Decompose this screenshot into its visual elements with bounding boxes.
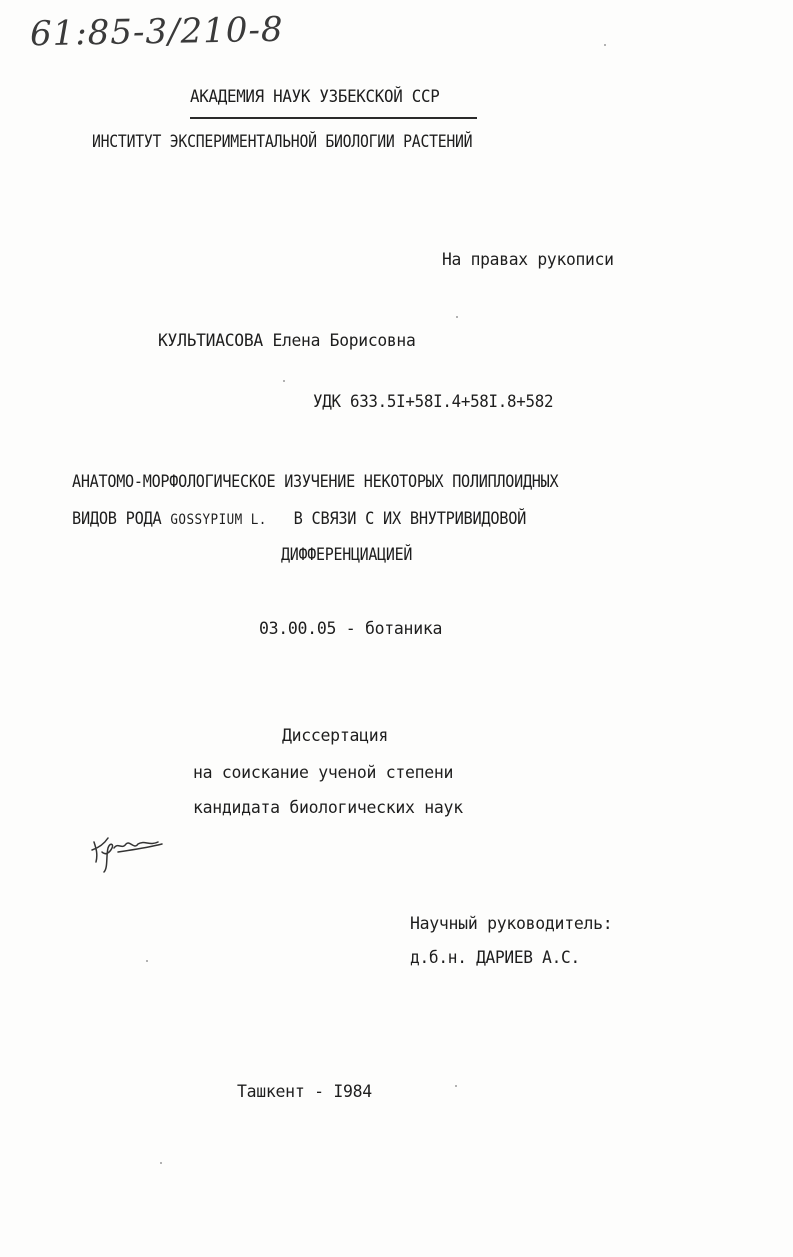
supervisor-name: д.б.н. ДАРИЕВ А.С. <box>410 948 580 968</box>
scan-speck <box>146 960 148 962</box>
signature-scribble <box>88 828 178 874</box>
supervisor-label: Научный руководитель: <box>410 914 613 934</box>
header-underline <box>190 117 477 119</box>
place-and-year: Ташкент - I984 <box>237 1082 372 1102</box>
scan-speck <box>283 380 285 382</box>
scan-speck <box>160 1162 162 1164</box>
scan-speck <box>456 316 458 318</box>
udc-code: УДК 633.5I+58I.4+58I.8+582 <box>313 392 554 412</box>
dissertation-label: Диссертация <box>282 726 389 746</box>
academy-name-text: АКАДЕМИЯ НАУК УЗБЕКСКОЙ ССР <box>190 87 440 107</box>
archive-mark: 61:85-3/210-8 <box>29 9 284 55</box>
title-line-2-prefix: ВИДОВ РОДА <box>72 509 162 529</box>
institute-name <box>92 131 529 153</box>
genus-name: GOSSYPIUM L. <box>170 512 267 528</box>
author-name: КУЛЬТИАСОВА Елена Борисовна <box>158 331 416 351</box>
manuscript-note: На правах рукописи <box>442 250 614 270</box>
title-line-1: АНАТОМО-МОРФОЛОГИЧЕСКОЕ ИЗУЧЕНИЕ НЕКОТОРЫХ ПОЛИПЛОИДНЫХ <box>72 472 559 492</box>
institute-name-text: ИНСТИТУТ ЭКСПЕРИМЕНТАЛЬНОЙ БИОЛОГИИ РАСТЕНИЙ <box>92 132 473 152</box>
academy-name <box>190 86 458 108</box>
dissertation-field-line: кандидата биологических наук <box>193 798 463 818</box>
scan-speck <box>455 1085 457 1087</box>
title-line-2-suffix: В СВЯЗИ С ИХ ВНУТРИВИДОВОЙ <box>293 509 527 529</box>
dissertation-degree-line: на соискание ученой степени <box>193 763 454 783</box>
specialty-code: 03.00.05 - ботаника <box>259 619 443 639</box>
title-line-3: ДИФФЕРЕНЦИАЦИЕЙ <box>281 545 413 565</box>
title-line-2 <box>72 508 577 531</box>
scan-speck <box>604 44 606 46</box>
